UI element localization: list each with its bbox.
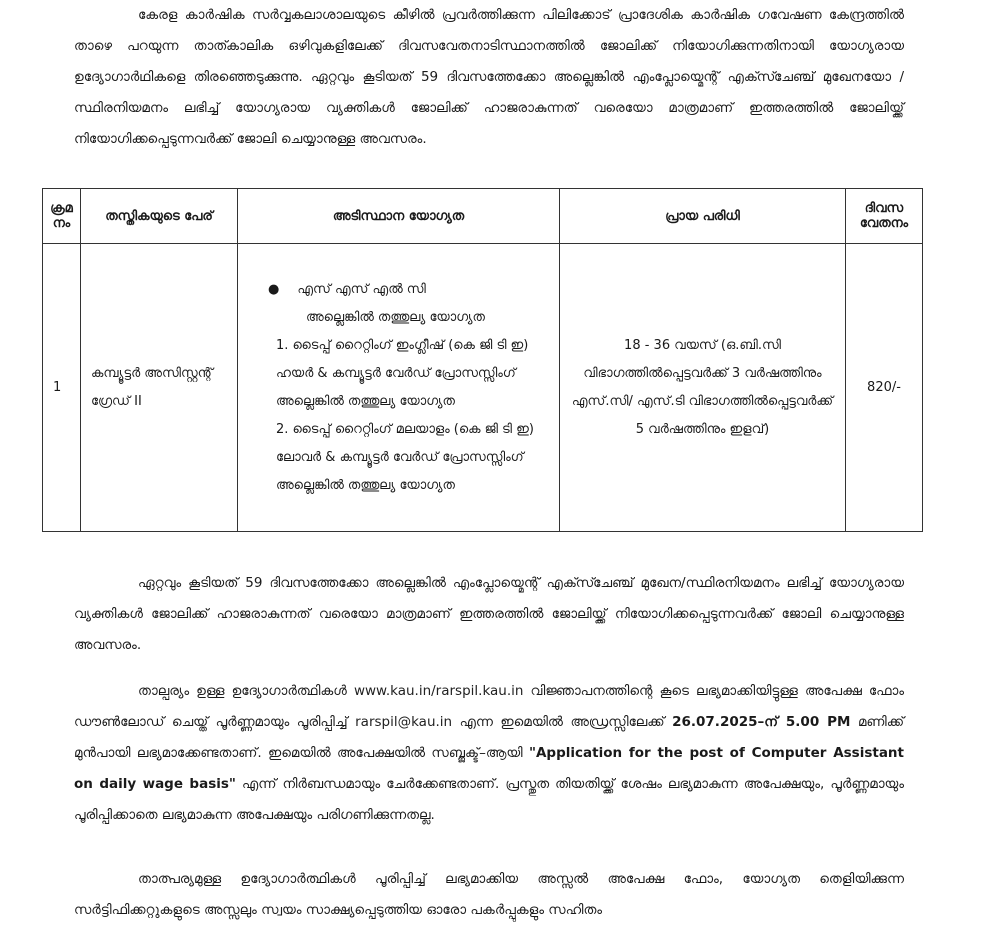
eligibility-text: ഏറ്റവും കൂടിയത് 59 ദിവസത്തേക്കോ അല്ലെങ്കിൽ എംപ്ലോയ്മെന്റ് എക്സ്ചേഞ്ച് മുഖേന/സ്ഥിരനിയമനം ലഭിച്ച് യോഗ്യരായ വ്യക്തികൾ ജോലിക്ക് ഹാജരാകുന്നത് വരെയോ മാത്രമാണ് ഇത്തരത്തിൽ ജോലിയ്ക്ക് നിയോഗിക്കപ്പെടുന്നവർക്ക് ജോലി ചെയ്യാനുള്ള അവസരം. <box>74 575 904 653</box>
header-age-limit: പ്രായ പരിധി <box>560 189 846 244</box>
eligibility-paragraph <box>74 568 904 661</box>
documents-text: താത്പര്യമുള്ള ഉദ്യോഗാർത്ഥികൾ പൂരിപ്പിച്ച് ലഭ്യമാക്കിയ അസ്സൽ അപേക്ഷ ഫോം, യോഗ്യത തെളിയിക്കുന്ന സർട്ടിഫിക്കറ്റുകളുടെ അസ്സലും സ്വയം സാക്ഷ്യപ്പെടുത്തിയ ഓരോ പകർപ്പുകളും സഹിതം <box>74 871 904 918</box>
table-row <box>43 244 923 532</box>
application-paragraph <box>74 676 904 831</box>
application-text-4: മണിക്ക് മുൻപായി ലഭ്യമാക്കേണ്ടതാണ്. ഇമെയിൽ അപേക്ഷയിൽ സബ്ജക്ട്–ആയി <box>74 714 905 761</box>
documents-paragraph <box>74 864 904 926</box>
email-subject-text: "Application for the post of Computer Assistant on daily wage basis" <box>74 745 904 792</box>
header-qualification: അടിസ്ഥാന യോഗ്യത <box>238 189 560 244</box>
qualification-option-1: 1. ടൈപ്പ് റൈറ്റിംഗ് ഇംഗ്ലീഷ് (കെ ജി ടി ഇ) ഹയർ & കമ്പ്യൂട്ടർ വേർഡ് പ്രോസസ്സിംഗ് അല്ലെങ്കിൽ തത്തുല്യ യോഗ്യത <box>276 337 529 409</box>
qualification-sslc: എസ് എസ് എൽ സി <box>297 281 426 297</box>
deadline-text: 26.07.2025–ന് 5.00 PM <box>672 714 851 730</box>
bullet-icon: ● <box>268 281 280 297</box>
application-text-3: എന്ന ഇമെയിൽ അഡ്രസ്സിലേക്ക് <box>459 714 665 730</box>
application-text-5: എന്ന് നിർബന്ധമായും ചേർക്കേണ്ടതാണ്. പ്രസ്തുത തിയതിയ്ക്ക് ശേഷം ലഭ്യമാകുന്ന അപേക്ഷയും, പൂർണ്ണമായും പൂരിപ്പിക്കാതെ ലഭ്യമാകുന്ന അപേക്ഷയും പരിഗണിക്കുന്നതല്ല. <box>74 776 904 823</box>
cell-post-name: കമ്പ്യൂട്ടർ അസിസ്റ്റന്റ് ഗ്രേഡ് II <box>81 244 238 532</box>
email-link[interactable]: rarspil@kau.in <box>355 714 453 730</box>
qualification-option-2: 2. ടൈപ്പ് റൈറ്റിംഗ് മലയാളം (കെ ജി ടി ഇ) ലോവർ & കമ്പ്യൂട്ടർ വേർഡ് പ്രോസസ്സിംഗ് അല്ലെങ്കിൽ തത്തുല്യ യോഗ്യത <box>276 421 534 493</box>
intro-paragraph <box>74 0 904 155</box>
website-link[interactable]: www.kau.in/rarspil.kau.in <box>353 683 524 699</box>
header-post-name: തസ്തികയുടെ പേര് <box>81 189 238 244</box>
vacancy-table <box>42 188 923 532</box>
header-serial-no: ക്രമ നം <box>43 189 81 244</box>
intro-text: കേരള കാർഷിക സർവ്വകലാശാലയുടെ കീഴിൽ പ്രവർത്തിക്കുന്ന പിലിക്കോട് പ്രാദേശിക കാർഷിക ഗവേഷണ കേന്ദ്രത്തിൽ താഴെ പറയുന്ന താത്കാലിക ഒഴിവുകളിലേക്ക് ദിവസവേതനാടിസ്ഥാനത്തിൽ ജോലിക്ക് നിയോഗിക്കുന്നതിനായി യോഗ്യരായ ഉദ്യോഗാർഥികളെ തിരഞ്ഞെടുക്കുന്നു. ഏറ്റവും കൂടിയത് 59 ദിവസത്തേക്കോ അല്ലെങ്കിൽ എംപ്ലോയ്മെന്റ് എക്സ്ചേഞ്ച് മുഖേനയോ /സ്ഥിരനിയമനം ലഭിച്ച് യോഗ്യരായ വ്യക്തികൾ ജോലിക്ക് ഹാജരാകുന്നത് വരെയോ മാത്രമാണ് ഇത്തരത്തിൽ ജോലിയ്ക്ക് നിയോഗിക്കപ്പെടുന്നവർക്ക് ജോലി ചെയ്യാനുള്ള അവസരം. <box>74 7 904 147</box>
qualification-equivalent: അല്ലെങ്കിൽ തത്തുല്യ യോഗ്യത <box>306 309 485 325</box>
qualification-bullet <box>248 276 549 304</box>
cell-age-limit: 18 - 36 വയസ് (ഒ.ബി.സി വിഭാഗത്തിൽപ്പെട്ടവർക്ക് 3 വർഷത്തിനും എസ്.സി/ എസ്.ടി വിഭാഗത്തിൽപ്പെട്ടവർക്ക് 5 വർഷത്തിനും ഇളവ്) <box>560 244 846 532</box>
cell-daily-wage: 820/- <box>846 244 923 532</box>
header-daily-wage: ദിവസ വേതനം <box>846 189 923 244</box>
table-header-row <box>43 189 923 244</box>
cell-serial-no: 1 <box>43 244 81 532</box>
cell-qualification <box>238 244 560 532</box>
application-text-1: താല്പര്യം ഉള്ള ഉദ്യോഗാർത്ഥികൾ <box>138 683 347 699</box>
application-text-2: വിജ്ഞാപനത്തിന്റെ കൂടെ ലഭ്യമാക്കിയിട്ടുള്ള അപേക്ഷ ഫോം ഡൗൺലോഡ് ചെയ്ത് പൂർണ്ണമായും പൂരിപ്പിച്ച് <box>74 683 905 730</box>
